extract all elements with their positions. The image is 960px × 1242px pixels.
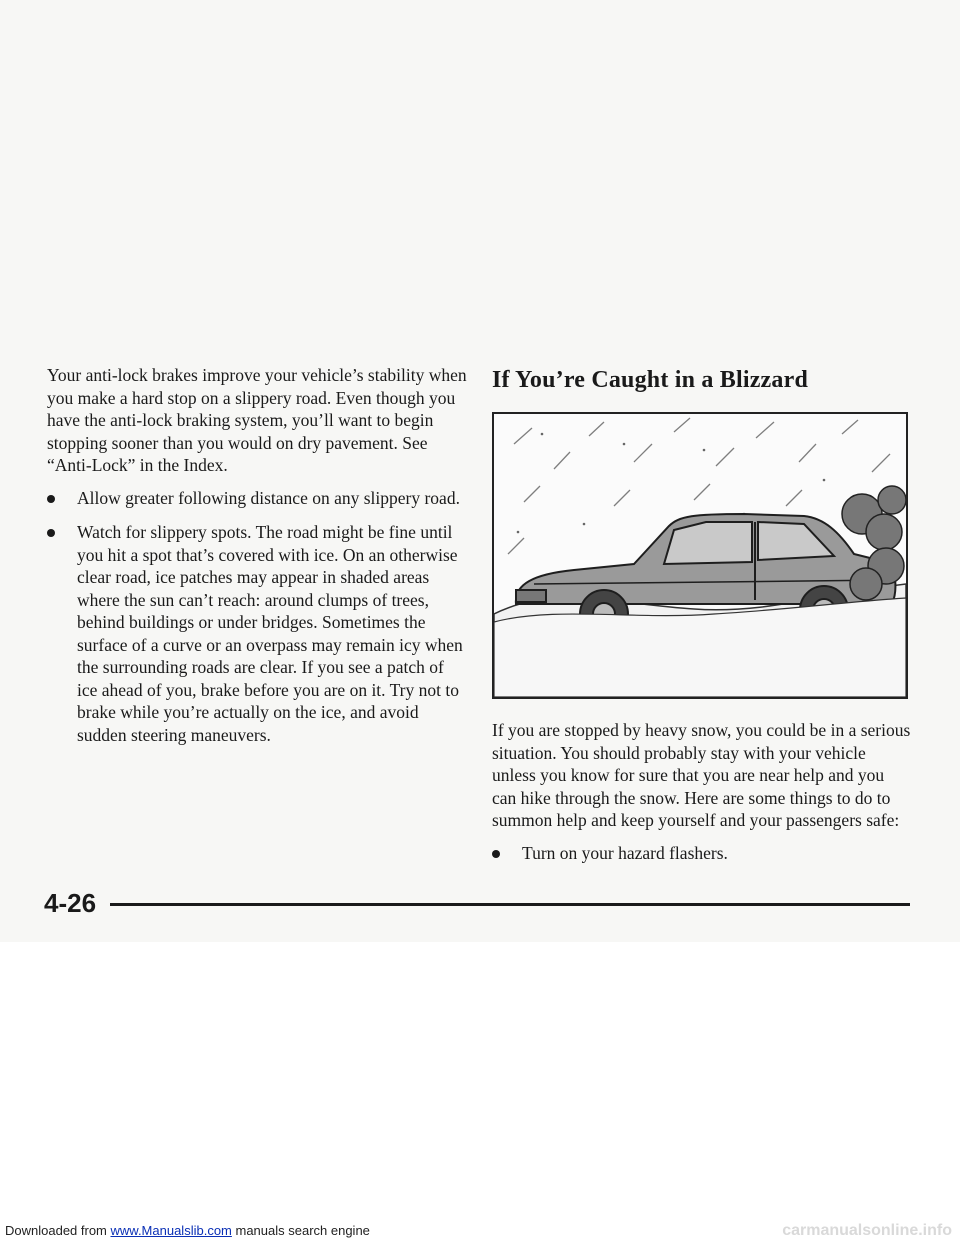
source-suffix: manuals search engine (231, 1223, 370, 1238)
section-heading: If You’re Caught in a Blizzard (492, 367, 809, 393)
blizzard-car-illustration (492, 412, 908, 699)
bullet-following-distance (47, 487, 467, 510)
bullet-dot-icon (47, 495, 55, 503)
bullet-dot-icon (47, 529, 55, 537)
footer-rule (110, 903, 910, 906)
right-bullet-list (492, 842, 912, 865)
bullet-text: Allow greater following distance on any slippery road. (77, 487, 460, 508)
bullet-hazard-flashers (492, 842, 912, 865)
blizzard-paragraph: If you are stopped by heavy snow, you could be in a serious situation. You should probably stay with your vehicle unless you know for sure that you are near help and you can hike through the snow. Here are some things to do to summon help and keep yourself and your passengers safe: (492, 720, 911, 830)
exhaust-smoke (842, 486, 906, 600)
left-column (47, 364, 467, 758)
bullet-slippery-spots (47, 521, 467, 746)
right-text (492, 719, 912, 864)
bullet-text: Watch for slippery spots. The road might be fine until you hit a spot that’s covered with ice. On an otherwise clear road, ice patches may appear in shaded areas where the sun can’t reach: around clumps of trees, behind buildings or under bridges. Sometimes the surface of a curve or an overpass may remain icy when the surrounding roads are clear. If you see a patch of ice ahead of you, brake before you are on it. Try not to brake while you’re actually on the ice, and avoid sudden steering maneuvers. (77, 522, 463, 745)
download-source-line (5, 1223, 370, 1238)
watermark-logo: carmanualsonline.info (782, 1222, 952, 1239)
intro-paragraph: Your anti-lock brakes improve your vehicle’s stability when you make a hard stop on a slippery road. Even though you have the anti-lock braking system, you’ll want to begin stopping sooner than you would on dry pavement. See “Anti-Lock” in the Index. (47, 365, 467, 475)
source-prefix: Downloaded from (5, 1223, 111, 1238)
right-column (492, 366, 912, 876)
manualslib-link[interactable]: www.Manualslib.com (110, 1223, 232, 1238)
snowbound-car-icon (494, 414, 906, 697)
page-number: 4-26 (44, 888, 97, 918)
left-bullet-list (47, 487, 467, 747)
bullet-text: Turn on your hazard flashers. (522, 842, 728, 863)
bullet-dot-icon (492, 850, 500, 858)
